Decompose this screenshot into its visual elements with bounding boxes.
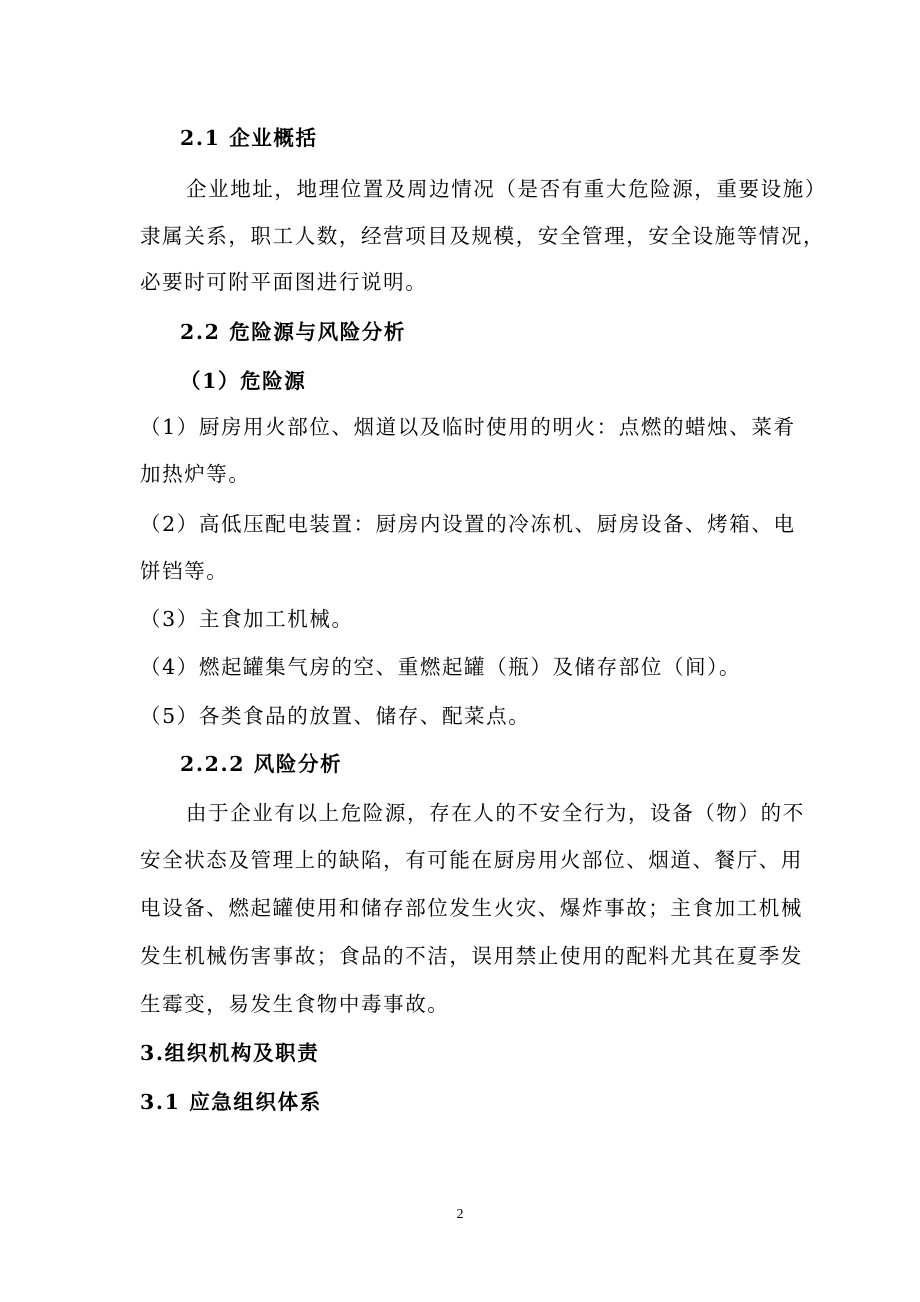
heading-3: 3.组织机构及职责 [140, 1041, 320, 1065]
heading-2-1: 2.1 企业概括 [180, 126, 318, 150]
paragraph-line: 必要时可附平面图进行说明。 [140, 270, 428, 294]
paragraph-line: 企业地址，地理位置及周边情况（是否有重大危险源，重要设施） [186, 177, 827, 201]
subheading-hazard-sources: （1）危险源 [180, 369, 307, 393]
list-item: （2）高低压配电装置：厨房内设置的冷冻机、厨房设备、烤箱、电 [140, 512, 796, 536]
paragraph-line: 生霉变，易发生食物中毒事故。 [140, 992, 450, 1016]
list-item-continuation: 加热炉等。 [140, 462, 251, 486]
paragraph-line: 由于企业有以上危险源，存在人的不安全行为，设备（物）的不 [186, 801, 805, 825]
list-item: （3）主食加工机械。 [140, 607, 354, 631]
heading-2-2-2: 2.2.2 风险分析 [180, 752, 343, 776]
page-number: 2 [456, 1207, 464, 1222]
list-item: （5）各类食品的放置、储存、配菜点。 [140, 704, 531, 728]
paragraph-line: 发生机械伤害事故；食品的不洁，误用禁止使用的配料尤其在夏季发 [140, 944, 803, 968]
list-item: （4）燃起罐集气房的空、重燃起罐（瓶）及储存部位（间）。 [140, 655, 742, 679]
paragraph-line: 电设备、燃起罐使用和储存部位发生火灾、爆炸事故；主食加工机械 [140, 896, 803, 920]
paragraph-line: 隶属关系，职工人数，经营项目及规模，安全管理，安全设施等情况， [140, 224, 826, 248]
heading-2-2: 2.2 危险源与风险分析 [180, 320, 407, 344]
list-item-continuation: 饼铛等。 [140, 559, 229, 583]
heading-3-1: 3.1 应急组织体系 [140, 1090, 322, 1114]
list-item: （1）厨房用火部位、烟道以及临时使用的明火：点燃的蜡烛、菜肴 [140, 415, 796, 439]
paragraph-line: 安全状态及管理上的缺陷，有可能在厨房用火部位、烟道、餐厅、用 [140, 848, 803, 872]
